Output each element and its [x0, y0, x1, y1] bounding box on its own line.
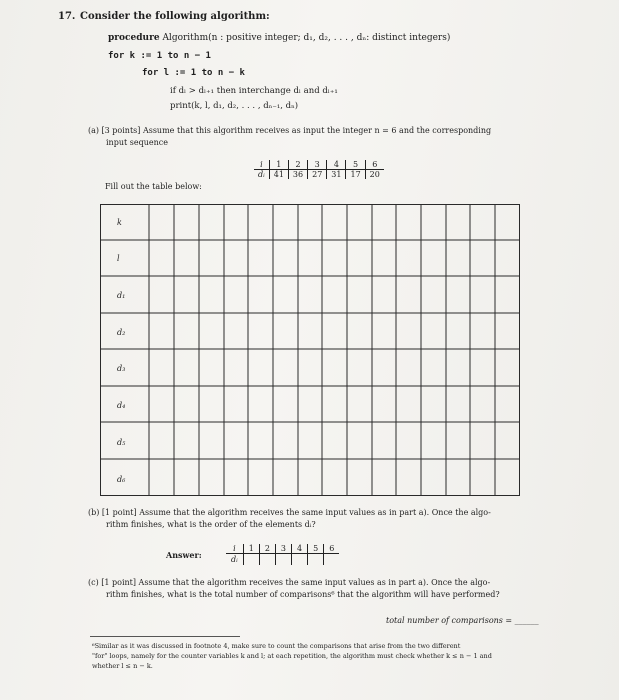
- input-value: 27: [308, 170, 327, 180]
- answer-index: 1: [243, 544, 259, 554]
- answer-index: 6: [324, 544, 340, 554]
- answer-cell-2[interactable]: [259, 554, 275, 566]
- row-label-k: k: [117, 218, 122, 227]
- input-value: 20: [365, 170, 384, 180]
- row-label-d3: d₃: [117, 364, 126, 373]
- row-label-d6: d₆: [117, 475, 126, 484]
- answer-index: 2: [259, 544, 275, 554]
- footnote-line-2: "for" loops, namely for the counter variables k and l; at each repetition, the algorithm must check whether k ≤ n − 1 and: [92, 652, 492, 660]
- answer-cell-1[interactable]: [243, 554, 259, 566]
- algorithm-procedure-line: [108, 33, 450, 43]
- input-value-label: dᵢ: [258, 170, 265, 179]
- footnote-line-3: whether l ≤ n − k.: [92, 662, 153, 670]
- row-label-d2: d₂: [117, 328, 126, 337]
- row-label-d5: d₅: [117, 438, 126, 447]
- input-index: 4: [327, 160, 346, 170]
- answer-index-label: i: [226, 544, 243, 554]
- input-value: 17: [346, 170, 365, 180]
- answer-cell-4[interactable]: [292, 554, 308, 566]
- input-index: 6: [365, 160, 384, 170]
- footnote-line-1: ⁶Similar as it was discussed in footnote 4, make sure to count the comparisons that arise from the two different: [92, 642, 461, 650]
- problem-intro: Consider the following algorithm:: [80, 11, 270, 22]
- part-b-text-1: (b) [1 point] Assume that the algorithm receives the same input values as in part a). Once the algo-: [88, 508, 491, 517]
- input-value: 41: [269, 170, 288, 180]
- input-sequence-table: [254, 160, 384, 179]
- input-index: 1: [269, 160, 288, 170]
- algorithm-print-line: print(k, l, d₁, d₂, . . . , dₙ₋₁, dₙ): [170, 101, 299, 111]
- algorithm-inner-loop: for l := 1 to n − k: [142, 68, 245, 78]
- answer-cell-6[interactable]: [324, 554, 340, 566]
- part-b-text-2: rithm finishes, what is the order of the elements dᵢ?: [106, 520, 316, 529]
- algorithm-if-line: if dₗ > dₗ₊₁ then interchange dₗ and dₗ₊₁: [170, 86, 338, 96]
- procedure-keyword: procedure: [108, 33, 160, 43]
- answer-value-label: dᵢ: [231, 555, 238, 564]
- procedure-signature: Algorithm(n : positive integer; d₁, d₂, . . . , dₙ: distinct integers): [162, 33, 451, 43]
- answer-cell-3[interactable]: [275, 554, 291, 566]
- part-a-text-1: (a) [3 points] Assume that this algorithm receives as input the integer n = 6 and the corresponding: [88, 126, 492, 135]
- input-value: 36: [288, 170, 307, 180]
- row-label-d1: d₁: [117, 291, 126, 300]
- input-index-label: i: [254, 160, 269, 170]
- input-index: 2: [288, 160, 307, 170]
- part-c-text-1: (c) [1 point] Assume that the algorithm receives the same input values as in part a). Once the algo-: [88, 578, 491, 587]
- problem-number: 17.: [58, 11, 76, 22]
- footnote-divider: [90, 636, 240, 637]
- row-label-l: l: [117, 254, 120, 263]
- input-index: 3: [308, 160, 327, 170]
- trace-table-grid[interactable]: [100, 204, 520, 496]
- fill-instruction: Fill out the table below:: [105, 182, 202, 191]
- row-label-d4: d₄: [117, 401, 126, 410]
- answer-cell-5[interactable]: [308, 554, 324, 566]
- input-index: 5: [346, 160, 365, 170]
- answer-label: Answer:: [166, 550, 202, 560]
- answer-index: 4: [292, 544, 308, 554]
- part-a-text-2: input sequence: [106, 138, 168, 147]
- answer-order-table[interactable]: [226, 544, 339, 565]
- answer-index: 5: [308, 544, 324, 554]
- answer-index: 3: [275, 544, 291, 554]
- total-comparisons-field[interactable]: total number of comparisons = ______: [386, 616, 539, 625]
- algorithm-outer-loop: for k := 1 to n − 1: [108, 51, 211, 61]
- input-value: 31: [327, 170, 346, 180]
- part-c-text-2: rithm finishes, what is the total number of comparisons⁶ that the algorithm will have performed?: [106, 590, 500, 599]
